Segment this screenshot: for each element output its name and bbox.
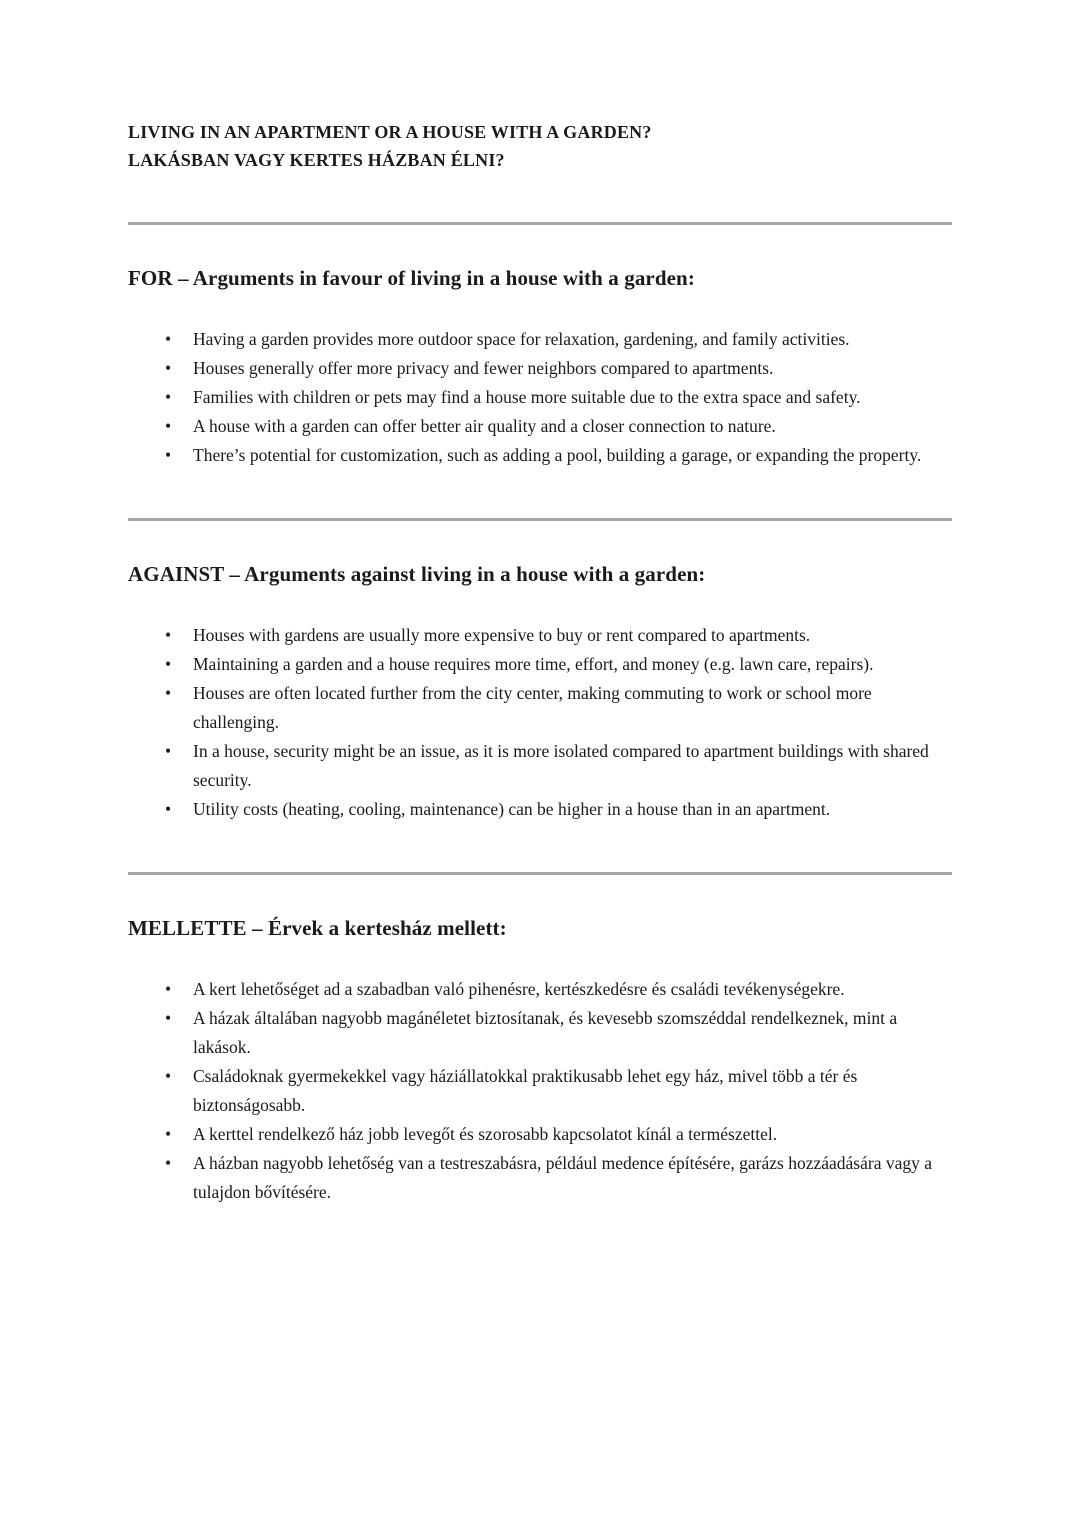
section-heading-against: AGAINST – Arguments against living in a house with a garden:: [128, 562, 706, 586]
document-title: [128, 118, 952, 174]
bullet-item: • Houses with gardens are usually more expensive to buy or rent compared to apartments.: [128, 621, 952, 650]
bullet-item: • Maintaining a garden and a house requires more time, effort, and money (e.g. lawn care, repairs).: [128, 650, 952, 679]
section-divider: [128, 222, 952, 225]
section-divider: [128, 518, 952, 521]
bullet-item: • In a house, security might be an issue, as it is more isolated compared to apartment buildings with shared security.: [128, 737, 952, 795]
bullet-item: • A kert lehetőséget ad a szabadban való pihenésre, kertészkedésre és családi tevékenységekre.: [128, 975, 952, 1004]
bullet-item: • Having a garden provides more outdoor space for relaxation, gardening, and family activities.: [128, 325, 952, 354]
section-heading-for: FOR – Arguments in favour of living in a house with a garden:: [128, 266, 695, 290]
bullet-item: • A house with a garden can offer better air quality and a closer connection to nature.: [128, 412, 952, 441]
bullet-list-against: [128, 621, 952, 824]
bullet-item: • Utility costs (heating, cooling, maintenance) can be higher in a house than in an apartment.: [128, 795, 952, 824]
section-divider: [128, 872, 952, 875]
bullet-item: • Családoknak gyermekekkel vagy háziállatokkal praktikusabb lehet egy ház, mivel több a tér és biztonságosabb.: [128, 1062, 952, 1120]
bullet-item: • A házban nagyobb lehetőség van a testreszabásra, például medence építésére, garázs hozzáadására vagy a tulajdon bővítésére.: [128, 1149, 952, 1207]
bullet-item: • There’s potential for customization, such as adding a pool, building a garage, or expanding the property.: [128, 441, 952, 470]
section-heading-mellette: MELLETTE – Érvek a kertesház mellett:: [128, 916, 507, 940]
document-title-line-2: LAKÁSBAN VAGY KERTES HÁZBAN ÉLNI?: [128, 150, 505, 170]
bullet-list-mellette: [128, 975, 952, 1207]
bullet-item: • A házak általában nagyobb magánéletet biztosítanak, és kevesebb szomszéddal rendelkeznek, mint a lakások.: [128, 1004, 952, 1062]
bullet-item: • Houses generally offer more privacy and fewer neighbors compared to apartments.: [128, 354, 952, 383]
bullet-list-for: [128, 325, 952, 470]
bullet-item: • A kerttel rendelkező ház jobb levegőt és szorosabb kapcsolatot kínál a természettel.: [128, 1120, 952, 1149]
bullet-item: • Families with children or pets may find a house more suitable due to the extra space and safety.: [128, 383, 952, 412]
document-title-line-1: LIVING IN AN APARTMENT OR A HOUSE WITH A GARDEN?: [128, 122, 652, 142]
bullet-item: • Houses are often located further from the city center, making commuting to work or school more challenging.: [128, 679, 952, 737]
